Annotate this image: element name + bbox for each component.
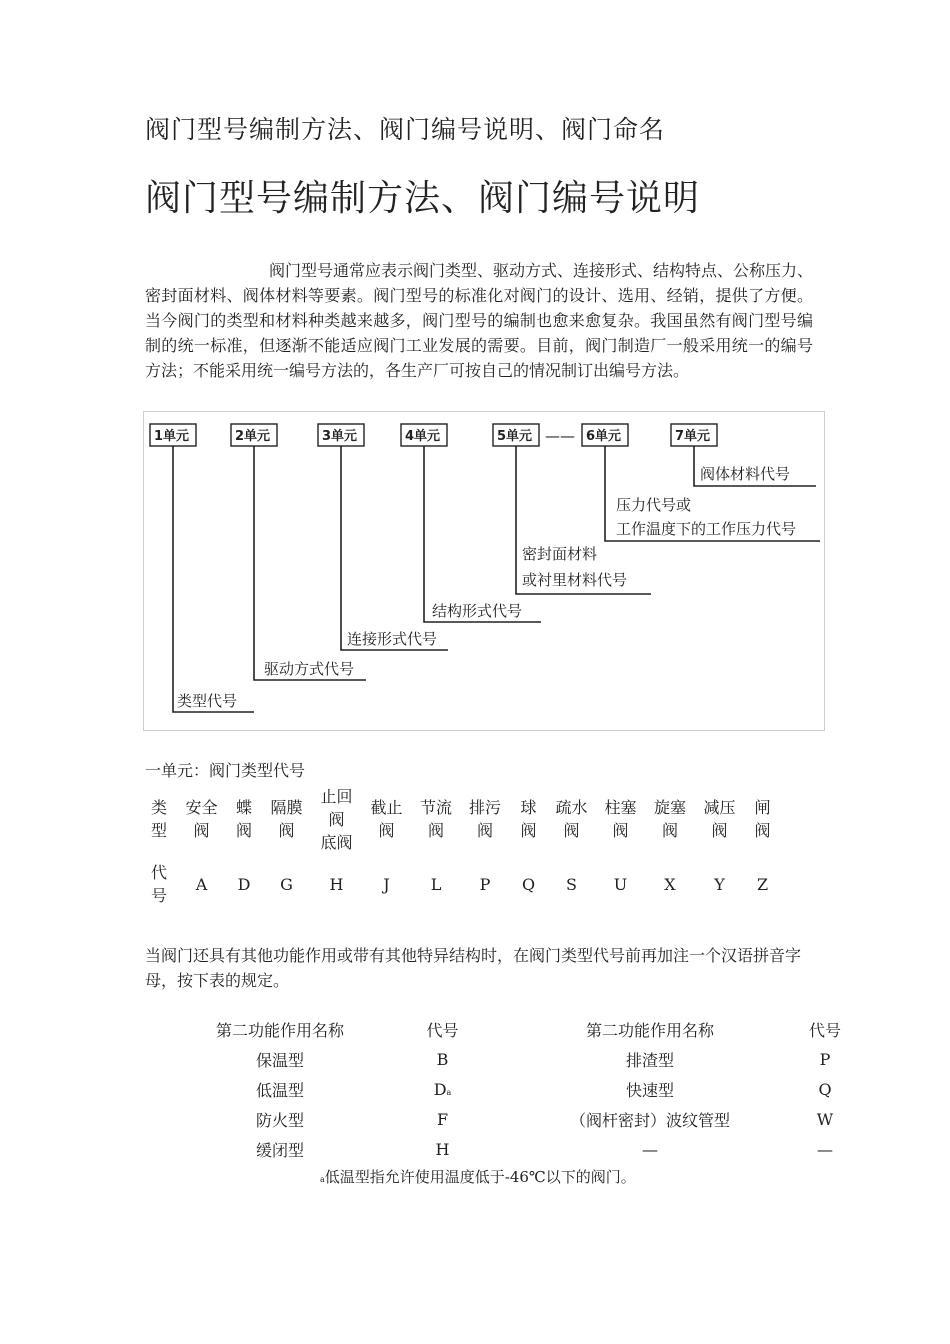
type-name-cell: 排污 阀	[468, 798, 501, 840]
unit-label-4: 4单元	[405, 429, 441, 444]
type-code-cell: J	[383, 874, 390, 894]
type-name-cell: 节流 阀	[419, 798, 452, 840]
func-row	[190, 1074, 865, 1104]
label-structure-code: 结构形式代号	[432, 602, 523, 620]
type-name-cell: 疏水 阀	[555, 798, 588, 840]
type-name-cell: 截止 阀	[370, 798, 403, 840]
valve-type-table	[145, 784, 784, 914]
type-code-cell: D	[237, 874, 251, 894]
code-header-cell: 代 号	[150, 863, 167, 905]
type-code-row	[145, 854, 784, 914]
label-body-material: 阀体材料代号	[700, 465, 791, 483]
func-code-text: D	[433, 1079, 447, 1099]
document-subtitle: 阀门型号编制方法、阀门编号说明、阀门命名	[145, 115, 666, 144]
type-name-cell: 柱塞 阀	[604, 798, 637, 840]
func-code-cell: H	[435, 1139, 450, 1159]
func-code-cell: —	[817, 1139, 833, 1159]
type-name-cell: 隔膜 阀	[270, 798, 303, 840]
type-header-cell: 类 型	[150, 798, 167, 840]
func-name-cell: 快速型	[625, 1080, 674, 1100]
second-function-note: 当阀门还具有其他功能作用或带有其他特异结构时，在阀门类型代号前再加注一个汉语拼音字母，按下表的规定。	[145, 946, 802, 990]
type-code-cell: Y	[714, 874, 725, 894]
func-code-cell: F	[436, 1109, 449, 1129]
label-seal-material-line2: 或衬里材料代号	[522, 571, 628, 589]
type-code-cell: P	[479, 874, 491, 894]
type-name-cell: 旋塞 阀	[653, 798, 686, 840]
footnote	[320, 1166, 636, 1187]
type-code-cell: L	[430, 874, 442, 894]
intro-text: 阀门型号通常应表示阀门类型、驱动方式、连接形式、结构特点、公称压力、密封面材料、阀体材料等要素。阀门型号的标准化对阀门的设计、选用、经销，提供了方便。当今阀门的类型和材料种类越来越多，阀门型号的编制也愈来愈复杂。我国虽然有阀门型号编制的统一标准，但逐渐不能适应阀门工业发展的需要。目前，阀门制造厂一般采用统一的编号方法；不能采用统一编号方法的，各生产厂可按自己的情况制订出编号方法。	[145, 261, 814, 380]
label-type-code: 类型代号	[177, 692, 238, 710]
type-code-cell: S	[566, 874, 577, 894]
type-code-cell: A	[195, 874, 208, 894]
type-name-cell: 止回 阀 底阀	[320, 786, 353, 852]
func-header-code: 代号	[808, 1020, 841, 1040]
label-pressure-line2: 工作温度下的工作压力代号	[616, 520, 797, 538]
unit-label-3: 3单元	[322, 429, 358, 444]
func-row	[190, 1104, 865, 1134]
func-row	[190, 1044, 865, 1074]
func-name-cell: —	[642, 1139, 658, 1159]
func-name-cell: 防火型	[255, 1110, 304, 1130]
type-code-cell: X	[664, 874, 676, 894]
intro-paragraph	[145, 258, 813, 383]
func-code-cell: W	[816, 1109, 834, 1129]
func-code-cell: Q	[818, 1079, 832, 1099]
label-connection-code: 连接形式代号	[347, 630, 438, 648]
type-name-cell: 减压 阀	[703, 798, 736, 840]
type-name-cell: 闸 阀	[754, 798, 771, 840]
func-name-cell: 保温型	[255, 1050, 304, 1070]
func-header-row	[190, 1014, 865, 1044]
valve-code-diagram-svg	[144, 412, 824, 730]
func-code-cell	[370, 1074, 515, 1104]
footnote-marker: a	[446, 1087, 452, 1097]
unit-label-2: 2单元	[235, 429, 271, 444]
label-pressure-line1: 压力代号或	[616, 496, 692, 514]
func-row	[190, 1134, 865, 1164]
document-title: 阀门型号编制方法、阀门编号说明	[145, 178, 701, 219]
section-heading-unit-one: 一单元：阀门类型代号	[145, 761, 306, 780]
type-code-cell: H	[329, 874, 344, 894]
func-name-cell: 低温型	[255, 1080, 304, 1100]
type-name-row	[145, 784, 784, 854]
leader-line-4	[424, 446, 541, 622]
label-drive-code: 驱动方式代号	[264, 660, 355, 678]
leader-line-1	[173, 446, 254, 712]
unit-label-7: 7单元	[675, 429, 711, 444]
type-code-cell: Q	[521, 874, 536, 894]
func-header-code: 代号	[426, 1020, 459, 1040]
func-header-name: 第二功能作用名称	[585, 1020, 714, 1040]
func-header-name: 第二功能作用名称	[215, 1020, 344, 1040]
type-name-cell: 安全 阀	[185, 798, 218, 840]
func-name-cell: 缓闭型	[255, 1140, 304, 1160]
footnote-marker: a	[320, 1175, 325, 1184]
type-code-cell: G	[280, 874, 293, 894]
footnote-text: 低温型指允许使用温度低于-46℃以下的阀门。	[324, 1168, 636, 1186]
type-code-cell: U	[613, 874, 628, 894]
func-name-cell: 排渣型	[625, 1050, 674, 1070]
func-code-cell: P	[819, 1049, 831, 1069]
label-seal-material-line1: 密封面材料	[522, 545, 598, 563]
unit-label-6: 6单元	[586, 429, 622, 444]
func-name-cell: （阀杆密封）波纹管型	[569, 1110, 730, 1130]
valve-code-diagram	[143, 411, 825, 731]
func-code-cell: B	[436, 1049, 449, 1069]
unit-separator: ——	[545, 427, 575, 445]
type-name-cell: 球 阀	[520, 798, 537, 840]
unit-label-5: 5单元	[497, 429, 533, 444]
unit-label-1: 1单元	[154, 429, 190, 444]
type-name-cell: 蝶 阀	[235, 798, 252, 840]
type-code-cell: Z	[756, 874, 769, 894]
second-function-table	[190, 1014, 865, 1164]
